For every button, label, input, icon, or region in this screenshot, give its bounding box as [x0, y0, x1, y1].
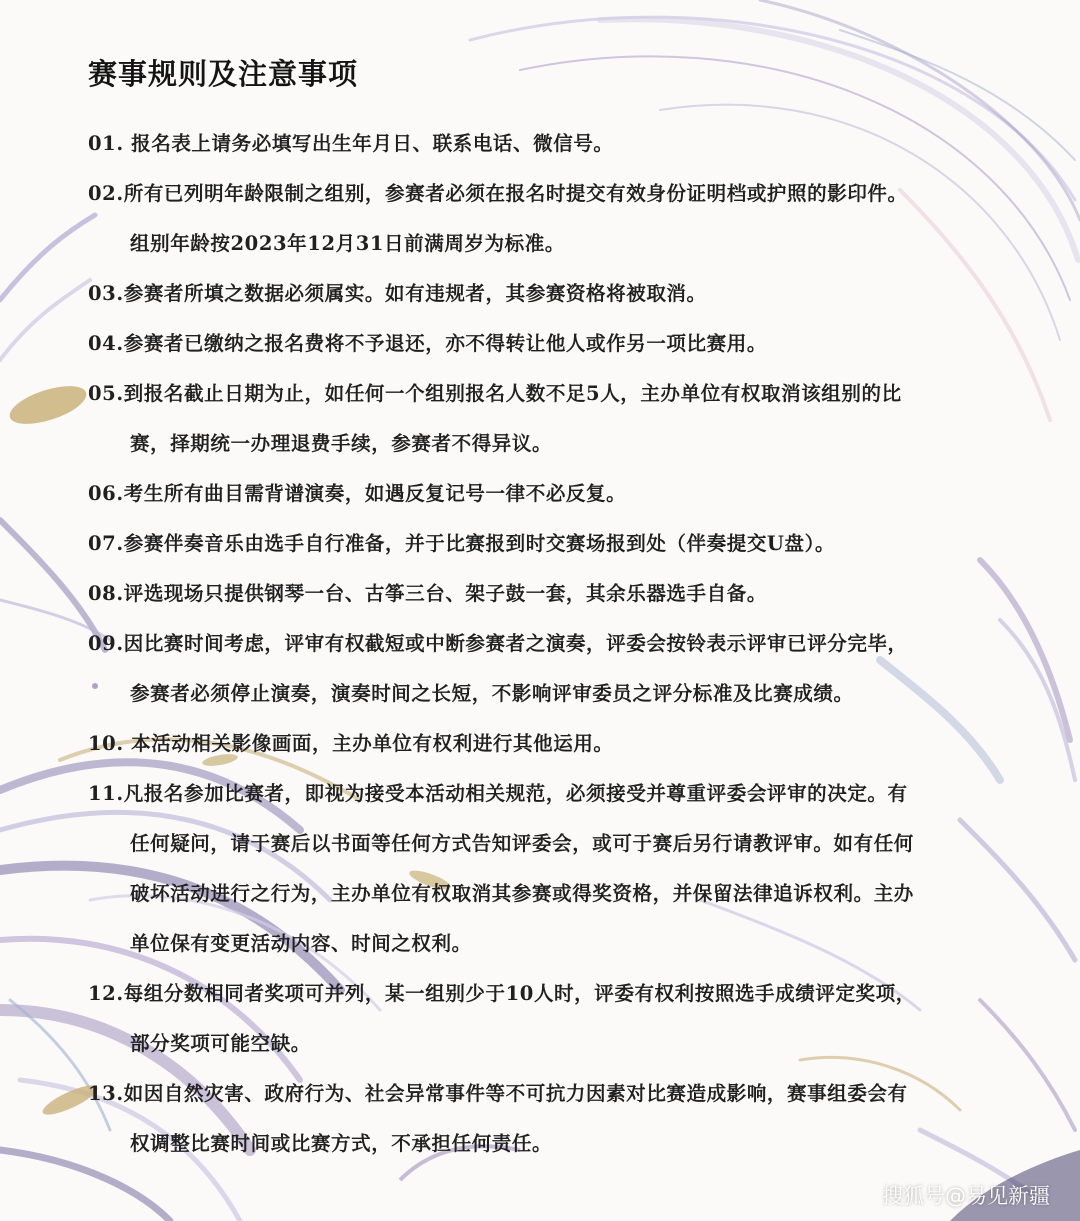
page-title: 赛事规则及注意事项 [88, 57, 359, 91]
rule-09-line-1: 09.因比赛时间考虑，评审有权截短或中断参赛者之演奏，评委会按铃表示评审已评分完毕， [88, 632, 908, 655]
rule-12-line-2: 部分奖项可能空缺。 [130, 1032, 311, 1055]
rule-11-line-4: 单位保有变更活动内容、时间之权利。 [130, 932, 472, 955]
rule-05-line-1: 05.到报名截止日期为止，如任何一个组别报名人数不足5人，主办单位有权取消该组别的比 [88, 382, 902, 405]
rule-12-line-1: 12.每组分数相同者奖项可并列，某一组别少于10人时，评委有权利按照选手成绩评定奖项， [88, 982, 916, 1005]
rule-04-line-1: 04.参赛者已缴纳之报名费将不予退还，亦不得转让他人或作另一项比赛用。 [88, 332, 767, 355]
rule-10-line-1: 10. 本活动相关影像画面，主办单位有权利进行其他运用。 [88, 732, 614, 755]
rule-08-line-1: 08.评选现场只提供钢琴一台、古筝三台、架子鼓一套，其余乐器选手自备。 [88, 582, 767, 605]
rule-01-line-1: 01. 报名表上请务必填写出生年月日、联系电话、微信号。 [88, 132, 614, 155]
rule-07-line-1: 07.参赛伴奏音乐由选手自行准备，并于比赛报到时交赛场报到处（伴奏提交U盘）。 [88, 532, 836, 555]
rule-09-line-2: 参赛者必须停止演奏，演奏时间之长短，不影响评审委员之评分标准及比赛成绩。 [130, 682, 854, 705]
source-watermark: 搜狐号@易见新疆 [882, 1184, 1050, 1208]
rule-11-line-2: 任何疑问，请于赛后以书面等任何方式告知评委会，或可于赛后另行请教评审。如有任何 [130, 832, 914, 855]
rule-03-line-1: 03.参赛者所填之数据必须属实。如有违规者，其参赛资格将被取消。 [88, 282, 707, 305]
rule-11-line-1: 11.凡报名参加比赛者，即视为接受本活动相关规范，必须接受并尊重评委会评审的决定。有 [88, 782, 908, 805]
rule-13-line-2: 权调整比赛时间或比赛方式，不承担任何责任。 [130, 1132, 553, 1155]
rule-11-line-3: 破坏活动进行之行为，主办单位有权取消其参赛或得奖资格，并保留法律追诉权利。主办 [130, 882, 914, 905]
rule-13-line-1: 13.如因自然灾害、政府行为、社会异常事件等不可抗力因素对比赛造成影响，赛事组委会有 [88, 1082, 908, 1105]
rule-02-line-2: 组别年龄按2023年12月31日前满周岁为标准。 [130, 232, 565, 255]
rule-02-line-1: 02.所有已列明年龄限制之组别，参赛者必须在报名时提交有效身份证明档或护照的影印件。 [88, 182, 908, 205]
rule-06-line-1: 06.考生所有曲目需背谱演奏，如遇反复记号一律不必反复。 [88, 482, 627, 505]
rule-05-line-2: 赛，择期统一办理退费手续，参赛者不得异议。 [130, 432, 553, 455]
